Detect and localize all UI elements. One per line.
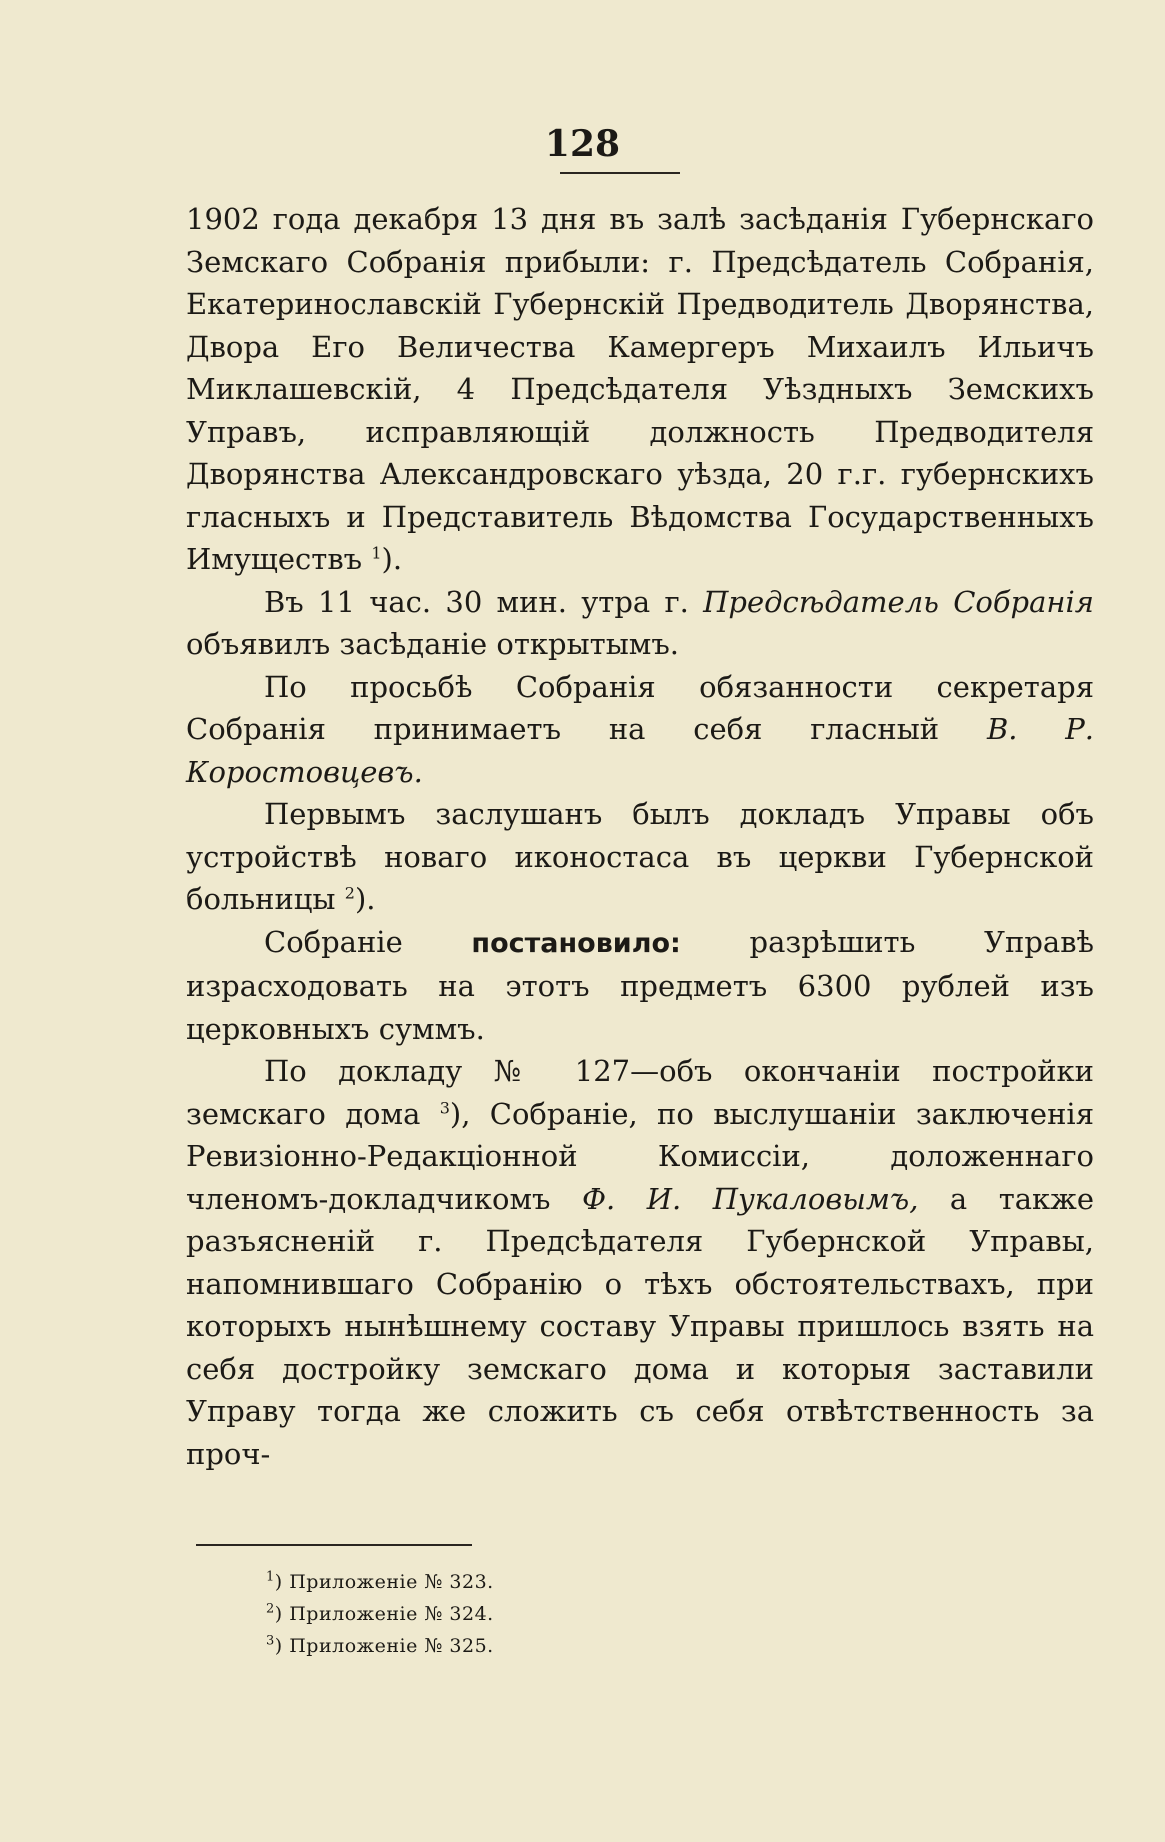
footnotes xyxy=(266,1566,866,1662)
footnote-ref: 2 xyxy=(344,883,355,903)
text-run: 1902 года декабря 13 дня въ залѣ засѣданія Губернскаго Земскаго Собранія прибыли: г. Предсѣдатель Собранія, Екатеринославскій Губернскій Предводитель Дворянства, Двора Его Величества Камергеръ Михаилъ Ильичъ Миклашевскій, 4 Предсѣдателя Уѣздныхъ Земскихъ Управъ, исправляющій должность Предводителя Дворянства Александровскаго уѣзда, 20 г.г. губернскихъ гласныхъ и Представитель Вѣдомства Государственныхъ Имуществъ xyxy=(186,202,1094,576)
text-run: а также разъясненій г. Предсѣдателя Губернской Управы, напомнившаго Собранію о тѣхъ обстоятельствахъ, при которыхъ нынѣшнему составу Управы пришлось взять на себя достройку земскаго дома и которыя заставили Управу тогда же сложить съ себя отвѣтственность за проч- xyxy=(186,1181,1094,1471)
bold-keyword: постановило: xyxy=(471,927,681,959)
italic-name: Ф. И. Пукаловымъ, xyxy=(581,1181,919,1216)
italic-name: В. Р. Коростовцевъ. xyxy=(186,712,1095,789)
text-run: разрѣшить Управѣ израсходовать на этотъ предметъ 6300 рублей изъ церковныхъ суммъ. xyxy=(186,924,1095,1046)
footnote-text: ) Приложеніе № 325. xyxy=(274,1635,494,1657)
paragraph-arrival xyxy=(186,198,1094,581)
footnote-mark: 2 xyxy=(266,1601,275,1617)
footnote-text: ) Приложеніе № 324. xyxy=(274,1603,494,1625)
text-run: ), Собраніе, по выслушаніи заключенія Ревизіонно-Редакціонной Комиссіи, доложеннаго членомъ-докладчикомъ xyxy=(186,1096,1094,1216)
text-run: Въ 11 час. 30 мин. утра г. xyxy=(264,584,704,619)
italic-name: Предсѣдатель Собранія xyxy=(703,584,1094,619)
body-text xyxy=(186,198,1094,1475)
paragraph-report xyxy=(186,793,1094,921)
footnote-text: ) Приложеніе № 323. xyxy=(274,1571,494,1593)
text-run: Первымъ заслушанъ былъ докладъ Управы объ устройствѣ новаго иконостаса въ церкви Губернской больницы xyxy=(186,797,1094,916)
footnote-3 xyxy=(266,1630,866,1662)
text-run: По просьбѣ Собранія обязанности секретаря Собранія принимаетъ на себя гласный xyxy=(186,669,1094,746)
footnote-mark: 3 xyxy=(266,1633,275,1649)
paragraph-building xyxy=(186,1050,1094,1475)
text-run: ). xyxy=(381,542,403,576)
text-run: ). xyxy=(354,882,376,916)
footnote-rule xyxy=(196,1544,472,1546)
footnote-mark: 1 xyxy=(266,1569,275,1585)
footnote-ref: 1 xyxy=(371,543,382,563)
paragraph-opening xyxy=(186,581,1094,666)
header-rule xyxy=(560,172,680,174)
page-number: 128 xyxy=(544,123,621,165)
text-run: объявилъ засѣданіе открытымъ. xyxy=(186,627,679,661)
paragraph-resolution xyxy=(186,921,1094,1051)
footnote-ref: 3 xyxy=(439,1097,450,1117)
paragraph-secretary xyxy=(186,666,1094,794)
text-run: Собраніе xyxy=(264,924,472,959)
text-run: По докладу № 127—объ окончаніи постройки земскаго дома xyxy=(186,1054,1094,1131)
footnote-2 xyxy=(266,1598,866,1630)
footnote-1 xyxy=(266,1566,866,1598)
